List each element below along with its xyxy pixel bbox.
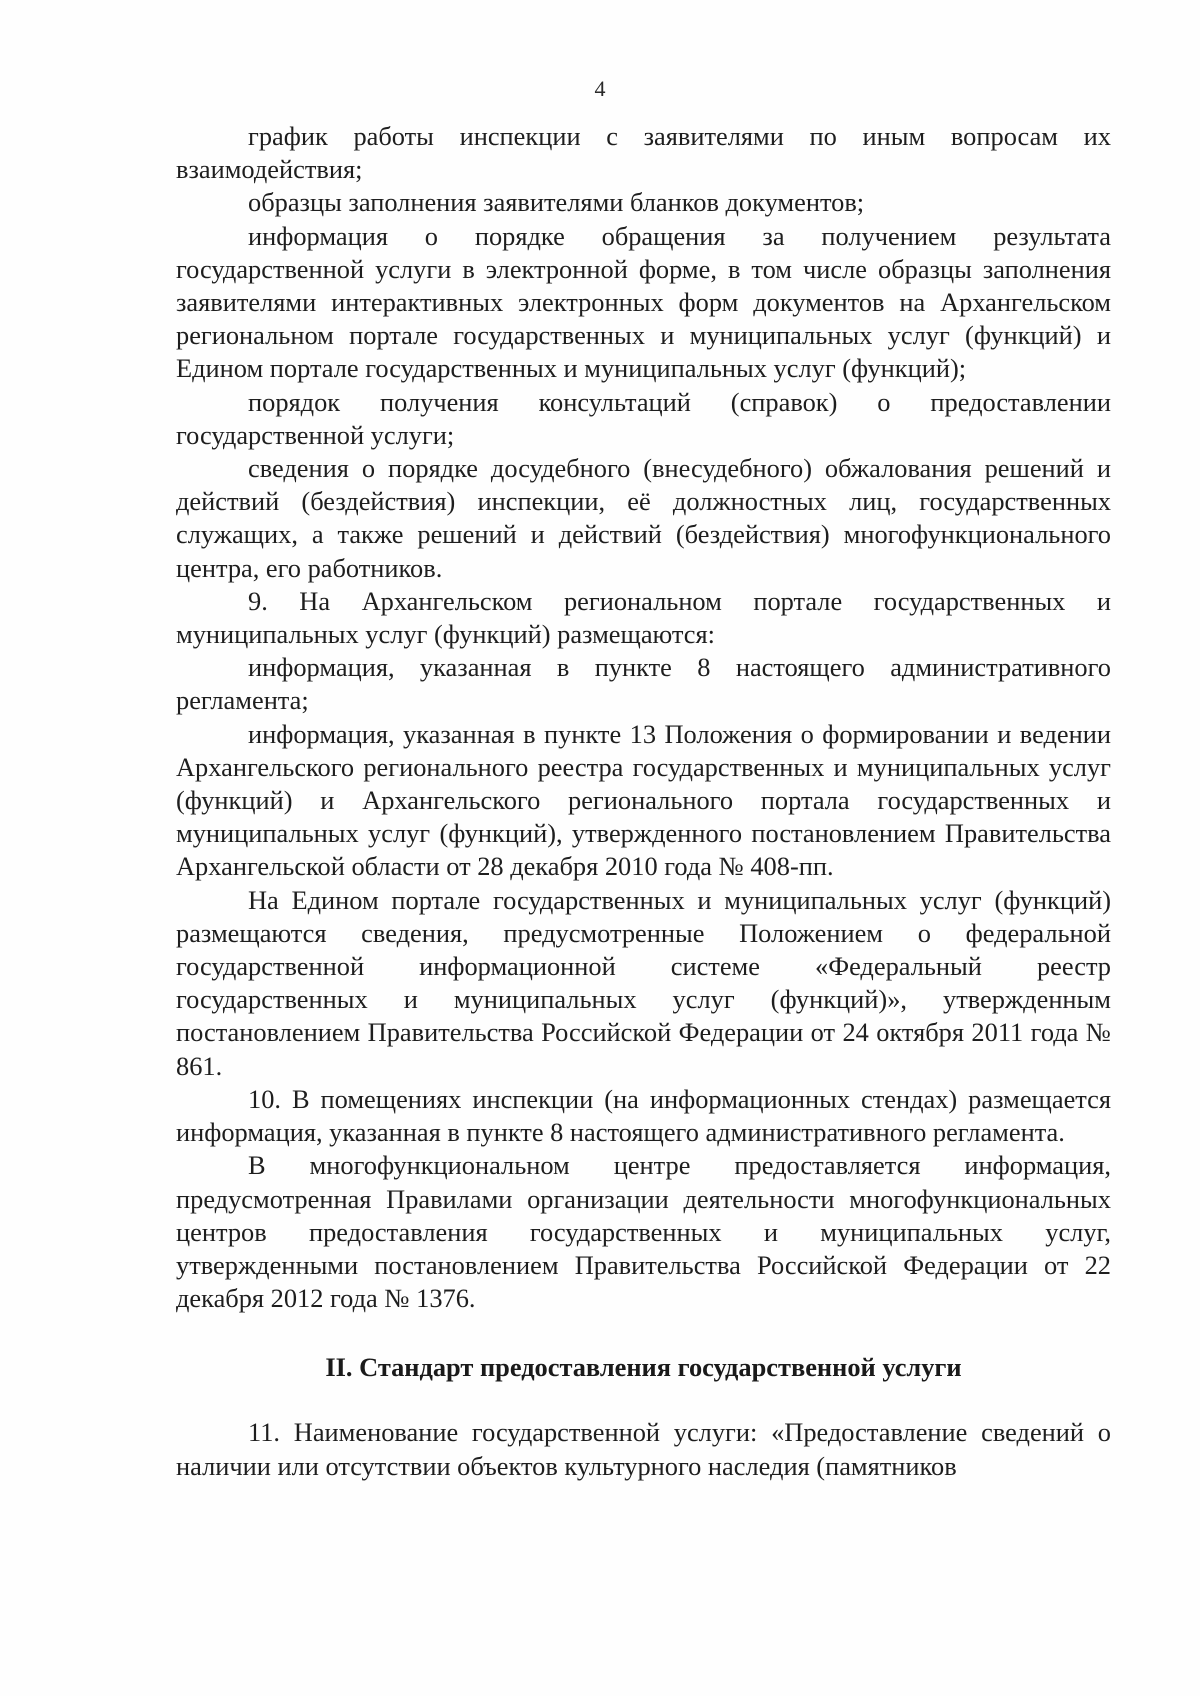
paragraph-clause-9: 9. На Архангельском региональном портале государственных и муниципальных услуг (функций) размещаются: bbox=[176, 585, 1111, 650]
paragraph: порядок получения консультаций (справок) о предоставлении государственной услуги; bbox=[176, 386, 1111, 450]
paragraph: график работы инспекции с заявителями по иным вопросам их взаимодействия; bbox=[176, 121, 1111, 185]
section-heading: II. Стандарт предоставления государственной услуги bbox=[325, 1352, 962, 1383]
paragraph: образцы заполнения заявителями бланков документов; bbox=[248, 187, 865, 218]
paragraph-clause-11: 11. Наименование государственной услуги: «Предоставление сведений о наличии или отсутствии объектов культурного наследия (памятников bbox=[176, 1417, 1111, 1481]
paragraph: информация о порядке обращения за получением результата государственной услуги в электронной форме, в том числе образцы заполнения заявителями интерактивных электронных форм документов на Архангельском региональном портале государственных и муниципальных услуг (функций) и Едином портале государственных и муниципальных услуг (функций); bbox=[176, 220, 1111, 384]
document-body bbox=[176, 120, 1111, 1483]
paragraph: В многофункциональном центре предоставляется информация, предусмотренная Правилами организации деятельности многофункциональных центров предоставления государственных и муниципальных услуг, утвержденными постановлением Правительства Российской Федерации от 22 декабря 2012 года № 1376. bbox=[176, 1150, 1111, 1314]
paragraph: информация, указанная в пункте 13 Положения о формировании и ведении Архангельского регионального реестра государственных и муниципальных услуг (функций) и Архангельского регионального портала государственных и муниципальных услуг (функций), утвержденного постановлением Правительства Архангельской области от 28 декабря 2010 года № 408-пп. bbox=[176, 718, 1111, 882]
paragraph: На Едином портале государственных и муниципальных услуг (функций) размещаются сведения, предусмотренные Положением о федеральной государственной информационной системе «Федеральный реестр государственных и муниципальных услуг (функций)», утвержденным постановлением Правительства Российской Федерации от 24 октября 2011 года № 861. bbox=[176, 884, 1111, 1081]
paragraph: информация, указанная в пункте 8 настоящего административного регламента; bbox=[176, 652, 1111, 716]
page-number: 4 bbox=[594, 76, 606, 101]
paragraph-clause-10: 10. В помещениях инспекции (на информационных стендах) размещается информация, указанная в пункте 8 настоящего административного регламента. bbox=[176, 1083, 1111, 1148]
paragraph: сведения о порядке досудебного (внесудебного) обжалования решений и действий (бездействия) инспекции, её должностных лиц, государственных служащих, а также решений и действий (бездействия) многофункционального центра, его работников. bbox=[176, 453, 1111, 583]
